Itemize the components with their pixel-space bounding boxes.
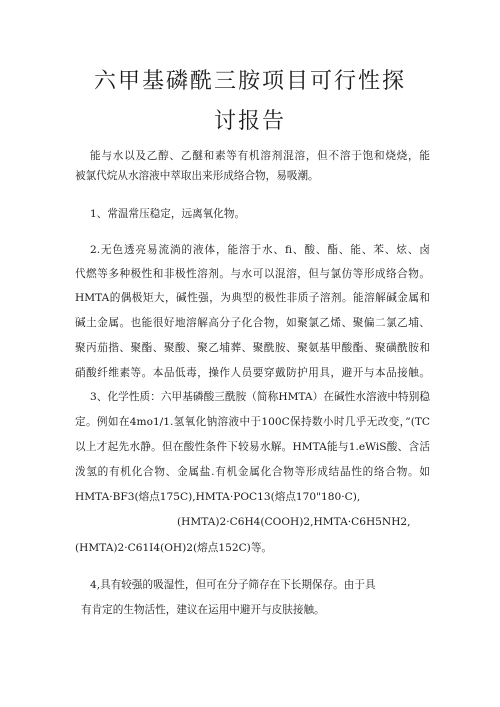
document-title-line-2: 讨报告 — [213, 109, 286, 134]
paragraph-line: 碱土金属。也能很好地溶解高分子化合物，如聚氯乙烯、聚偏二氯乙埔、 — [75, 317, 430, 329]
paragraph-line: 聚丙茄揩、聚酯、聚酸、聚乙埔葬、聚酰胺、聚氨基甲酸酯、聚磺酰胺和 — [75, 342, 430, 354]
paragraph-line: (HMTA)2·C6H4(COOH)2,HMTA·C6H5NH2, — [177, 516, 411, 528]
paragraph-line: 代燃等多种极性和非极性溶剂。与水可以混溶，但与氯仿等形成络合物。 — [75, 268, 430, 280]
paragraph-line: 有肯定的生物活性，建议在运用中避开与皮肤接触。 — [81, 604, 325, 616]
paragraph-line: HMTA·BF3(熔点175C),HMTA·POC13(熔点170"180·C), — [75, 491, 361, 503]
paragraph-line: 4,具有较强的吸湿性，但可在分子筛存在下长期保存。由于具 — [90, 579, 376, 591]
paragraph-line: 2.无色透亮易流淌的液体，能溶于水、fi、酸、酯、能、苯、炫、卤 — [90, 244, 430, 256]
paragraph-line: (HMTA)2·C61I4(OH)2(熔点152C)等。 — [75, 542, 273, 554]
paragraph-line: 泼氢的有机化合物、金属盐.有机金属化合物等形成结晶性的络合物。如 — [75, 466, 430, 478]
paragraph-line: 3、化学性质：六甲基磷酸三酰胺（简称HMTA）在碱性水溶液中特别稳 — [90, 391, 430, 403]
paragraph-line: HMTA的偶极矩大，碱性强，为典型的极性非质子溶剂。能溶解碱金属和 — [75, 292, 430, 304]
paragraph-line: 1、常温常压稳定，远离氧化物。 — [90, 208, 246, 220]
paragraph-line: 被氯代烷从水溶液中萃取出来形成络合物，易吸潮。 — [75, 170, 319, 182]
paragraph-line: 硝酸纤维素等。本品低毒，操作人员要穿戴防护用具，避开与本品接触。 — [75, 367, 430, 379]
paragraph-line: 以上才起先水静。但在酸性条件下较易水解。HMTA能与1.eWiS酸、含活 — [75, 441, 430, 453]
paragraph-line: 定。例如在4mo1/1.氢氧化钠溶液中于100C保持数小时几乎无改变，”(TC — [75, 416, 430, 428]
paragraph-line: 能与水以及乙醇、乙醚和素等有机溶剂混溶，但不溶于饱和烧烧，能 — [90, 150, 430, 162]
document-title-line-1: 六甲基磷酰三胺项目可行性探 — [93, 69, 406, 94]
